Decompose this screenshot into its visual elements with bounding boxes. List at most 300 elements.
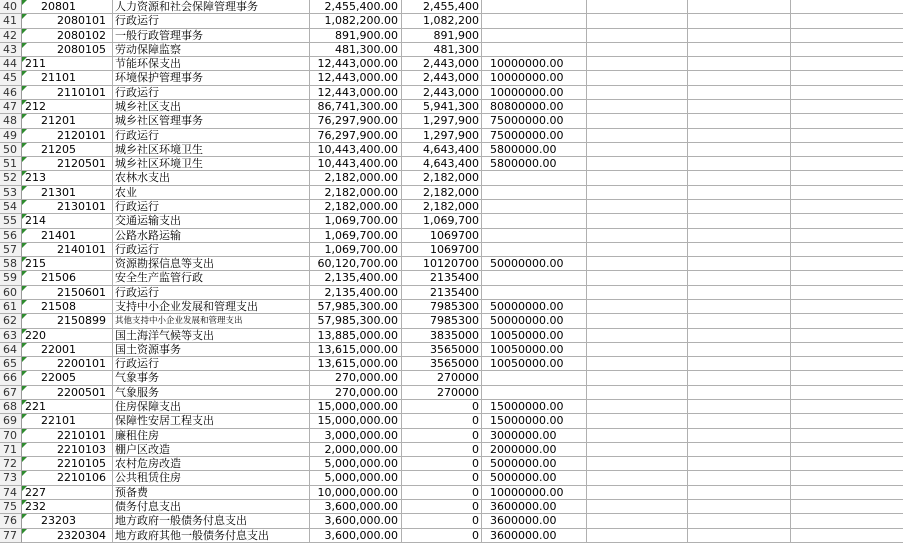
cell-name[interactable]: 债务付息支出 [113, 500, 310, 514]
cell-name[interactable]: 气象服务 [113, 386, 310, 400]
cell-empty[interactable] [586, 200, 688, 214]
cell-empty[interactable] [688, 443, 791, 457]
cell-amount-project[interactable] [482, 29, 586, 43]
cell-amount-basic[interactable]: 0 [402, 529, 482, 543]
cell-empty[interactable] [586, 29, 688, 43]
cell-amount-total[interactable]: 76,297,900.00 [310, 114, 402, 128]
cell-amount-total[interactable]: 76,297,900.00 [310, 129, 402, 143]
cell-empty[interactable] [586, 243, 688, 257]
cell-empty[interactable] [688, 486, 791, 500]
cell-name[interactable]: 城乡社区环境卫生 [113, 143, 310, 157]
cell-empty[interactable] [586, 343, 688, 357]
cell-empty[interactable] [586, 414, 688, 428]
cell-amount-project[interactable] [482, 200, 586, 214]
cell-code[interactable] [22, 471, 113, 485]
row-number[interactable]: 74 [0, 486, 22, 500]
cell-name[interactable]: 农村危房改造 [113, 457, 310, 471]
row-number[interactable]: 48 [0, 114, 22, 128]
cell-code[interactable] [22, 529, 113, 543]
cell-empty[interactable] [791, 371, 903, 385]
cell-name[interactable]: 城乡社区管理事务 [113, 114, 310, 128]
cell-empty[interactable] [688, 343, 791, 357]
cell-amount-total[interactable]: 12,443,000.00 [310, 71, 402, 85]
row-number[interactable]: 71 [0, 443, 22, 457]
cell-empty[interactable] [688, 357, 791, 371]
cell-empty[interactable] [688, 500, 791, 514]
row-number[interactable]: 75 [0, 500, 22, 514]
cell-amount-total[interactable]: 891,900.00 [310, 29, 402, 43]
cell-empty[interactable] [586, 257, 688, 271]
cell-empty[interactable] [791, 414, 903, 428]
cell-empty[interactable] [586, 157, 688, 171]
cell-amount-basic[interactable]: 2,455,400 [402, 0, 482, 14]
cell-amount-basic[interactable]: 3565000 [402, 357, 482, 371]
cell-amount-project[interactable]: 80800000.00 [482, 100, 586, 114]
cell-name[interactable]: 行政运行 [113, 129, 310, 143]
cell-empty[interactable] [688, 257, 791, 271]
cell-code[interactable] [22, 29, 113, 43]
cell-amount-basic[interactable]: 2,443,000 [402, 71, 482, 85]
cell-amount-project[interactable]: 10000000.00 [482, 486, 586, 500]
cell-empty[interactable] [688, 29, 791, 43]
cell-empty[interactable] [688, 414, 791, 428]
cell-empty[interactable] [791, 386, 903, 400]
cell-amount-basic[interactable]: 0 [402, 443, 482, 457]
cell-code[interactable] [22, 157, 113, 171]
cell-amount-total[interactable]: 13,615,000.00 [310, 343, 402, 357]
cell-amount-project[interactable]: 75000000.00 [482, 129, 586, 143]
cell-amount-project[interactable]: 10000000.00 [482, 86, 586, 100]
cell-empty[interactable] [688, 14, 791, 28]
cell-amount-total[interactable]: 1,069,700.00 [310, 229, 402, 243]
row-number[interactable]: 57 [0, 243, 22, 257]
row-number[interactable]: 66 [0, 371, 22, 385]
cell-code[interactable] [22, 457, 113, 471]
cell-empty[interactable] [791, 214, 903, 228]
cell-empty[interactable] [586, 329, 688, 343]
cell-amount-project[interactable]: 10050000.00 [482, 357, 586, 371]
cell-amount-project[interactable]: 5000000.00 [482, 471, 586, 485]
cell-amount-basic[interactable]: 5,941,300 [402, 100, 482, 114]
cell-code[interactable] [22, 114, 113, 128]
cell-name[interactable]: 公共租赁住房 [113, 471, 310, 485]
cell-amount-basic[interactable]: 270000 [402, 386, 482, 400]
cell-empty[interactable] [688, 271, 791, 285]
cell-empty[interactable] [688, 100, 791, 114]
cell-empty[interactable] [791, 100, 903, 114]
cell-empty[interactable] [586, 286, 688, 300]
cell-empty[interactable] [688, 0, 791, 14]
cell-amount-basic[interactable]: 4,643,400 [402, 143, 482, 157]
cell-amount-project[interactable]: 50000000.00 [482, 300, 586, 314]
cell-empty[interactable] [791, 471, 903, 485]
cell-amount-basic[interactable]: 1069700 [402, 243, 482, 257]
cell-empty[interactable] [791, 286, 903, 300]
cell-empty[interactable] [586, 529, 688, 543]
cell-amount-basic[interactable]: 0 [402, 500, 482, 514]
cell-code[interactable] [22, 229, 113, 243]
cell-code[interactable] [22, 500, 113, 514]
cell-amount-total[interactable]: 481,300.00 [310, 43, 402, 57]
cell-empty[interactable] [791, 229, 903, 243]
cell-amount-project[interactable]: 3600000.00 [482, 514, 586, 528]
cell-empty[interactable] [688, 471, 791, 485]
cell-amount-total[interactable]: 10,443,400.00 [310, 143, 402, 157]
cell-code[interactable] [22, 14, 113, 28]
cell-amount-basic[interactable]: 0 [402, 471, 482, 485]
cell-empty[interactable] [791, 314, 903, 328]
cell-amount-total[interactable]: 1,082,200.00 [310, 14, 402, 28]
cell-empty[interactable] [688, 329, 791, 343]
cell-amount-project[interactable]: 10000000.00 [482, 57, 586, 71]
cell-amount-basic[interactable]: 3835000 [402, 329, 482, 343]
cell-code[interactable] [22, 443, 113, 457]
cell-empty[interactable] [586, 71, 688, 85]
cell-empty[interactable] [586, 471, 688, 485]
cell-empty[interactable] [791, 257, 903, 271]
cell-code[interactable] [22, 400, 113, 414]
cell-amount-total[interactable]: 57,985,300.00 [310, 300, 402, 314]
cell-name[interactable]: 城乡社区环境卫生 [113, 157, 310, 171]
cell-empty[interactable] [791, 186, 903, 200]
cell-amount-total[interactable]: 2,135,400.00 [310, 286, 402, 300]
cell-amount-total[interactable]: 2,135,400.00 [310, 271, 402, 285]
cell-empty[interactable] [688, 243, 791, 257]
cell-name[interactable]: 环境保护管理事务 [113, 71, 310, 85]
cell-code[interactable] [22, 243, 113, 257]
cell-empty[interactable] [791, 71, 903, 85]
cell-amount-project[interactable]: 75000000.00 [482, 114, 586, 128]
cell-code[interactable] [22, 414, 113, 428]
cell-code[interactable] [22, 314, 113, 328]
row-number[interactable]: 56 [0, 229, 22, 243]
row-number[interactable]: 40 [0, 0, 22, 14]
cell-empty[interactable] [791, 343, 903, 357]
cell-empty[interactable] [586, 57, 688, 71]
row-number[interactable]: 72 [0, 457, 22, 471]
cell-amount-basic[interactable]: 7985300 [402, 300, 482, 314]
cell-amount-project[interactable]: 15000000.00 [482, 414, 586, 428]
cell-empty[interactable] [688, 229, 791, 243]
cell-amount-project[interactable] [482, 243, 586, 257]
cell-empty[interactable] [791, 14, 903, 28]
cell-amount-basic[interactable]: 1,082,200 [402, 14, 482, 28]
cell-empty[interactable] [791, 400, 903, 414]
cell-amount-total[interactable]: 13,615,000.00 [310, 357, 402, 371]
cell-amount-basic[interactable]: 1,297,900 [402, 114, 482, 128]
cell-code[interactable] [22, 429, 113, 443]
cell-amount-basic[interactable]: 1069700 [402, 229, 482, 243]
cell-code[interactable] [22, 100, 113, 114]
cell-code[interactable] [22, 343, 113, 357]
cell-empty[interactable] [688, 186, 791, 200]
row-number[interactable]: 41 [0, 14, 22, 28]
cell-name[interactable]: 国土资源事务 [113, 343, 310, 357]
row-number[interactable]: 77 [0, 529, 22, 543]
cell-amount-project[interactable] [482, 214, 586, 228]
row-number[interactable]: 55 [0, 214, 22, 228]
row-number[interactable]: 54 [0, 200, 22, 214]
cell-empty[interactable] [586, 186, 688, 200]
cell-name[interactable]: 城乡社区支出 [113, 100, 310, 114]
cell-amount-basic[interactable]: 4,643,400 [402, 157, 482, 171]
cell-empty[interactable] [688, 457, 791, 471]
cell-amount-total[interactable]: 2,000,000.00 [310, 443, 402, 457]
cell-empty[interactable] [688, 57, 791, 71]
cell-code[interactable] [22, 86, 113, 100]
row-number[interactable]: 59 [0, 271, 22, 285]
cell-empty[interactable] [688, 143, 791, 157]
cell-amount-total[interactable]: 2,182,000.00 [310, 200, 402, 214]
cell-amount-basic[interactable]: 270000 [402, 371, 482, 385]
cell-amount-project[interactable] [482, 371, 586, 385]
cell-code[interactable] [22, 143, 113, 157]
cell-amount-total[interactable]: 10,000,000.00 [310, 486, 402, 500]
cell-name[interactable]: 保障性安居工程支出 [113, 414, 310, 428]
cell-code[interactable] [22, 371, 113, 385]
cell-empty[interactable] [791, 129, 903, 143]
cell-empty[interactable] [791, 157, 903, 171]
cell-code[interactable] [22, 71, 113, 85]
cell-empty[interactable] [688, 429, 791, 443]
cell-amount-total[interactable]: 13,885,000.00 [310, 329, 402, 343]
cell-empty[interactable] [791, 529, 903, 543]
cell-amount-basic[interactable]: 891,900 [402, 29, 482, 43]
cell-empty[interactable] [688, 171, 791, 185]
cell-amount-total[interactable]: 1,069,700.00 [310, 243, 402, 257]
cell-amount-basic[interactable]: 3565000 [402, 343, 482, 357]
cell-amount-total[interactable]: 12,443,000.00 [310, 57, 402, 71]
cell-code[interactable] [22, 129, 113, 143]
cell-code[interactable] [22, 357, 113, 371]
cell-empty[interactable] [586, 14, 688, 28]
cell-amount-total[interactable]: 5,000,000.00 [310, 457, 402, 471]
cell-empty[interactable] [586, 300, 688, 314]
cell-empty[interactable] [688, 114, 791, 128]
cell-amount-basic[interactable]: 7985300 [402, 314, 482, 328]
row-number[interactable]: 44 [0, 57, 22, 71]
cell-amount-total[interactable]: 15,000,000.00 [310, 400, 402, 414]
cell-amount-total[interactable]: 3,600,000.00 [310, 500, 402, 514]
cell-empty[interactable] [688, 157, 791, 171]
cell-code[interactable] [22, 186, 113, 200]
cell-empty[interactable] [791, 429, 903, 443]
cell-amount-project[interactable]: 10050000.00 [482, 343, 586, 357]
cell-empty[interactable] [791, 143, 903, 157]
cell-amount-project[interactable]: 50000000.00 [482, 314, 586, 328]
cell-code[interactable] [22, 57, 113, 71]
cell-name[interactable]: 行政运行 [113, 14, 310, 28]
cell-amount-project[interactable] [482, 171, 586, 185]
row-number[interactable]: 51 [0, 157, 22, 171]
cell-empty[interactable] [586, 171, 688, 185]
cell-amount-basic[interactable]: 0 [402, 514, 482, 528]
cell-empty[interactable] [688, 43, 791, 57]
cell-amount-project[interactable] [482, 229, 586, 243]
cell-code[interactable] [22, 486, 113, 500]
cell-code[interactable] [22, 214, 113, 228]
cell-amount-total[interactable]: 12,443,000.00 [310, 86, 402, 100]
cell-amount-basic[interactable]: 0 [402, 414, 482, 428]
cell-empty[interactable] [586, 229, 688, 243]
cell-name[interactable]: 行政运行 [113, 243, 310, 257]
row-number[interactable]: 45 [0, 71, 22, 85]
row-number[interactable]: 69 [0, 414, 22, 428]
cell-empty[interactable] [791, 114, 903, 128]
cell-name[interactable]: 人力资源和社会保障管理事务 [113, 0, 310, 14]
cell-empty[interactable] [586, 371, 688, 385]
cell-empty[interactable] [586, 129, 688, 143]
cell-amount-basic[interactable]: 2,443,000 [402, 57, 482, 71]
cell-amount-project[interactable]: 3600000.00 [482, 529, 586, 543]
cell-amount-basic[interactable]: 0 [402, 457, 482, 471]
cell-empty[interactable] [791, 29, 903, 43]
cell-amount-total[interactable]: 5,000,000.00 [310, 471, 402, 485]
cell-empty[interactable] [688, 529, 791, 543]
cell-empty[interactable] [586, 429, 688, 443]
cell-name[interactable]: 其他支持中小企业发展和管理支出 [113, 314, 310, 328]
cell-name[interactable]: 安全生产监管行政 [113, 271, 310, 285]
cell-amount-project[interactable]: 10000000.00 [482, 71, 586, 85]
cell-amount-project[interactable] [482, 14, 586, 28]
row-number[interactable]: 60 [0, 286, 22, 300]
cell-empty[interactable] [688, 286, 791, 300]
cell-empty[interactable] [791, 443, 903, 457]
cell-amount-basic[interactable]: 0 [402, 429, 482, 443]
row-number[interactable]: 58 [0, 257, 22, 271]
cell-empty[interactable] [586, 443, 688, 457]
cell-empty[interactable] [791, 300, 903, 314]
cell-empty[interactable] [791, 271, 903, 285]
cell-amount-basic[interactable]: 1,297,900 [402, 129, 482, 143]
cell-amount-project[interactable]: 5800000.00 [482, 157, 586, 171]
row-number[interactable]: 64 [0, 343, 22, 357]
cell-name[interactable]: 行政运行 [113, 86, 310, 100]
row-number[interactable]: 42 [0, 29, 22, 43]
cell-code[interactable] [22, 514, 113, 528]
cell-empty[interactable] [688, 129, 791, 143]
cell-empty[interactable] [791, 200, 903, 214]
cell-empty[interactable] [791, 500, 903, 514]
cell-empty[interactable] [791, 43, 903, 57]
cell-empty[interactable] [688, 214, 791, 228]
cell-amount-total[interactable]: 3,600,000.00 [310, 514, 402, 528]
cell-empty[interactable] [688, 386, 791, 400]
cell-amount-project[interactable]: 3000000.00 [482, 429, 586, 443]
cell-empty[interactable] [688, 200, 791, 214]
cell-name[interactable]: 国土海洋气候等支出 [113, 329, 310, 343]
cell-name[interactable]: 行政运行 [113, 200, 310, 214]
cell-empty[interactable] [688, 514, 791, 528]
cell-amount-total[interactable]: 57,985,300.00 [310, 314, 402, 328]
cell-amount-project[interactable] [482, 0, 586, 14]
row-number[interactable]: 62 [0, 314, 22, 328]
cell-amount-total[interactable]: 270,000.00 [310, 386, 402, 400]
row-number[interactable]: 47 [0, 100, 22, 114]
cell-empty[interactable] [586, 514, 688, 528]
cell-amount-total[interactable]: 15,000,000.00 [310, 414, 402, 428]
cell-amount-project[interactable]: 3600000.00 [482, 500, 586, 514]
cell-amount-total[interactable]: 270,000.00 [310, 371, 402, 385]
cell-empty[interactable] [586, 86, 688, 100]
cell-amount-basic[interactable]: 0 [402, 400, 482, 414]
cell-code[interactable] [22, 386, 113, 400]
cell-empty[interactable] [586, 114, 688, 128]
cell-name[interactable]: 地方政府其他一般债务付息支出 [113, 529, 310, 543]
cell-empty[interactable] [791, 0, 903, 14]
cell-empty[interactable] [586, 314, 688, 328]
cell-empty[interactable] [688, 400, 791, 414]
cell-name[interactable]: 气象事务 [113, 371, 310, 385]
cell-name[interactable]: 劳动保障监察 [113, 43, 310, 57]
cell-name[interactable]: 行政运行 [113, 286, 310, 300]
row-number[interactable]: 67 [0, 386, 22, 400]
row-number[interactable]: 76 [0, 514, 22, 528]
cell-amount-total[interactable]: 3,000,000.00 [310, 429, 402, 443]
cell-empty[interactable] [586, 0, 688, 14]
cell-amount-project[interactable] [482, 271, 586, 285]
cell-code[interactable] [22, 329, 113, 343]
cell-amount-total[interactable]: 2,182,000.00 [310, 186, 402, 200]
cell-name[interactable]: 地方政府一般债务付息支出 [113, 514, 310, 528]
cell-empty[interactable] [791, 457, 903, 471]
cell-name[interactable]: 节能环保支出 [113, 57, 310, 71]
cell-name[interactable]: 住房保障支出 [113, 400, 310, 414]
cell-amount-project[interactable]: 15000000.00 [482, 400, 586, 414]
row-number[interactable]: 53 [0, 186, 22, 200]
cell-amount-basic[interactable]: 481,300 [402, 43, 482, 57]
cell-amount-basic[interactable]: 2,182,000 [402, 200, 482, 214]
cell-code[interactable] [22, 286, 113, 300]
cell-empty[interactable] [586, 486, 688, 500]
row-number[interactable]: 52 [0, 171, 22, 185]
cell-empty[interactable] [791, 86, 903, 100]
cell-amount-basic[interactable]: 2135400 [402, 271, 482, 285]
row-number[interactable]: 49 [0, 129, 22, 143]
cell-code[interactable] [22, 271, 113, 285]
cell-amount-basic[interactable]: 1,069,700 [402, 214, 482, 228]
cell-name[interactable]: 农业 [113, 186, 310, 200]
cell-empty[interactable] [791, 357, 903, 371]
cell-name[interactable]: 公路水路运输 [113, 229, 310, 243]
cell-amount-project[interactable]: 5000000.00 [482, 457, 586, 471]
cell-name[interactable]: 廉租住房 [113, 429, 310, 443]
cell-empty[interactable] [688, 314, 791, 328]
cell-amount-total[interactable]: 86,741,300.00 [310, 100, 402, 114]
cell-amount-project[interactable]: 2000000.00 [482, 443, 586, 457]
cell-empty[interactable] [586, 500, 688, 514]
cell-empty[interactable] [688, 86, 791, 100]
cell-name[interactable]: 一般行政管理事务 [113, 29, 310, 43]
cell-amount-project[interactable]: 5800000.00 [482, 143, 586, 157]
cell-amount-basic[interactable]: 2,182,000 [402, 186, 482, 200]
cell-empty[interactable] [586, 100, 688, 114]
cell-amount-project[interactable] [482, 186, 586, 200]
cell-empty[interactable] [586, 214, 688, 228]
row-number[interactable]: 43 [0, 43, 22, 57]
row-number[interactable]: 63 [0, 329, 22, 343]
cell-name[interactable]: 资源勘探信息等支出 [113, 257, 310, 271]
cell-empty[interactable] [791, 171, 903, 185]
row-number[interactable]: 68 [0, 400, 22, 414]
cell-empty[interactable] [586, 400, 688, 414]
cell-amount-total[interactable]: 2,182,000.00 [310, 171, 402, 185]
row-number[interactable]: 73 [0, 471, 22, 485]
cell-amount-basic[interactable]: 2,182,000 [402, 171, 482, 185]
cell-empty[interactable] [688, 300, 791, 314]
cell-empty[interactable] [791, 57, 903, 71]
cell-amount-total[interactable]: 60,120,700.00 [310, 257, 402, 271]
